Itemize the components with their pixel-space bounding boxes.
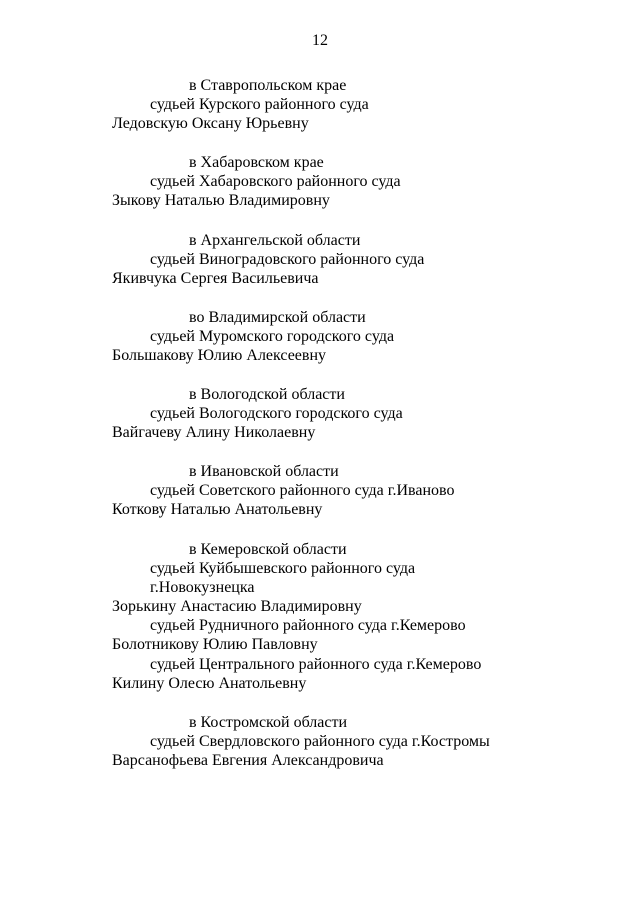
person-name: Зорькину Анастасию Владимировну <box>112 598 362 615</box>
person-name: Якивчука Сергея Васильевича <box>112 270 319 287</box>
position-line: судьей Муромского городского суда <box>150 328 395 345</box>
person-name: Вайгачеву Алину Николаевну <box>112 424 316 441</box>
position-line: судьей Рудничного районного суда г.Кемерово <box>150 617 466 634</box>
person-name: Коткову Наталью Анатольевну <box>112 501 323 518</box>
person-name: Килину Олесю Анатольевну <box>112 675 307 692</box>
region-heading: в Костромской области <box>189 714 348 731</box>
position-line: судьей Центрального районного суда г.Кемерово <box>150 656 482 673</box>
region-heading: в Архангельской области <box>189 232 361 249</box>
position-line: судьей Хабаровского районного суда <box>150 173 401 190</box>
person-name: Варсанофьева Евгения Александровича <box>112 752 384 769</box>
region-heading: во Владимирской области <box>189 309 366 326</box>
region-heading: в Ставропольском крае <box>189 77 347 94</box>
person-name: Ледовскую Оксану Юрьевну <box>112 115 309 132</box>
position-line: судьей Курского районного суда <box>150 96 369 113</box>
page-number: 12 <box>312 32 328 49</box>
region-heading: в Ивановской области <box>189 463 339 480</box>
position-line: судьей Советского районного суда г.Иваново <box>150 482 455 499</box>
region-heading: в Хабаровском крае <box>189 154 324 171</box>
position-line: г.Новокузнецка <box>150 579 255 596</box>
region-heading: в Вологодской области <box>189 386 345 403</box>
region-heading: в Кемеровской области <box>189 541 347 558</box>
position-line: судьей Виноградовского районного суда <box>150 251 425 268</box>
person-name: Болотникову Юлию Павловну <box>112 636 318 653</box>
position-line: судьей Куйбышевского районного суда <box>150 560 416 577</box>
position-line: судьей Свердловского районного суда г.Костромы <box>150 733 490 750</box>
person-name: Зыкову Наталью Владимировну <box>112 192 330 209</box>
person-name: Большакову Юлию Алексеевну <box>112 347 327 364</box>
position-line: судьей Вологодского городского суда <box>150 405 403 422</box>
